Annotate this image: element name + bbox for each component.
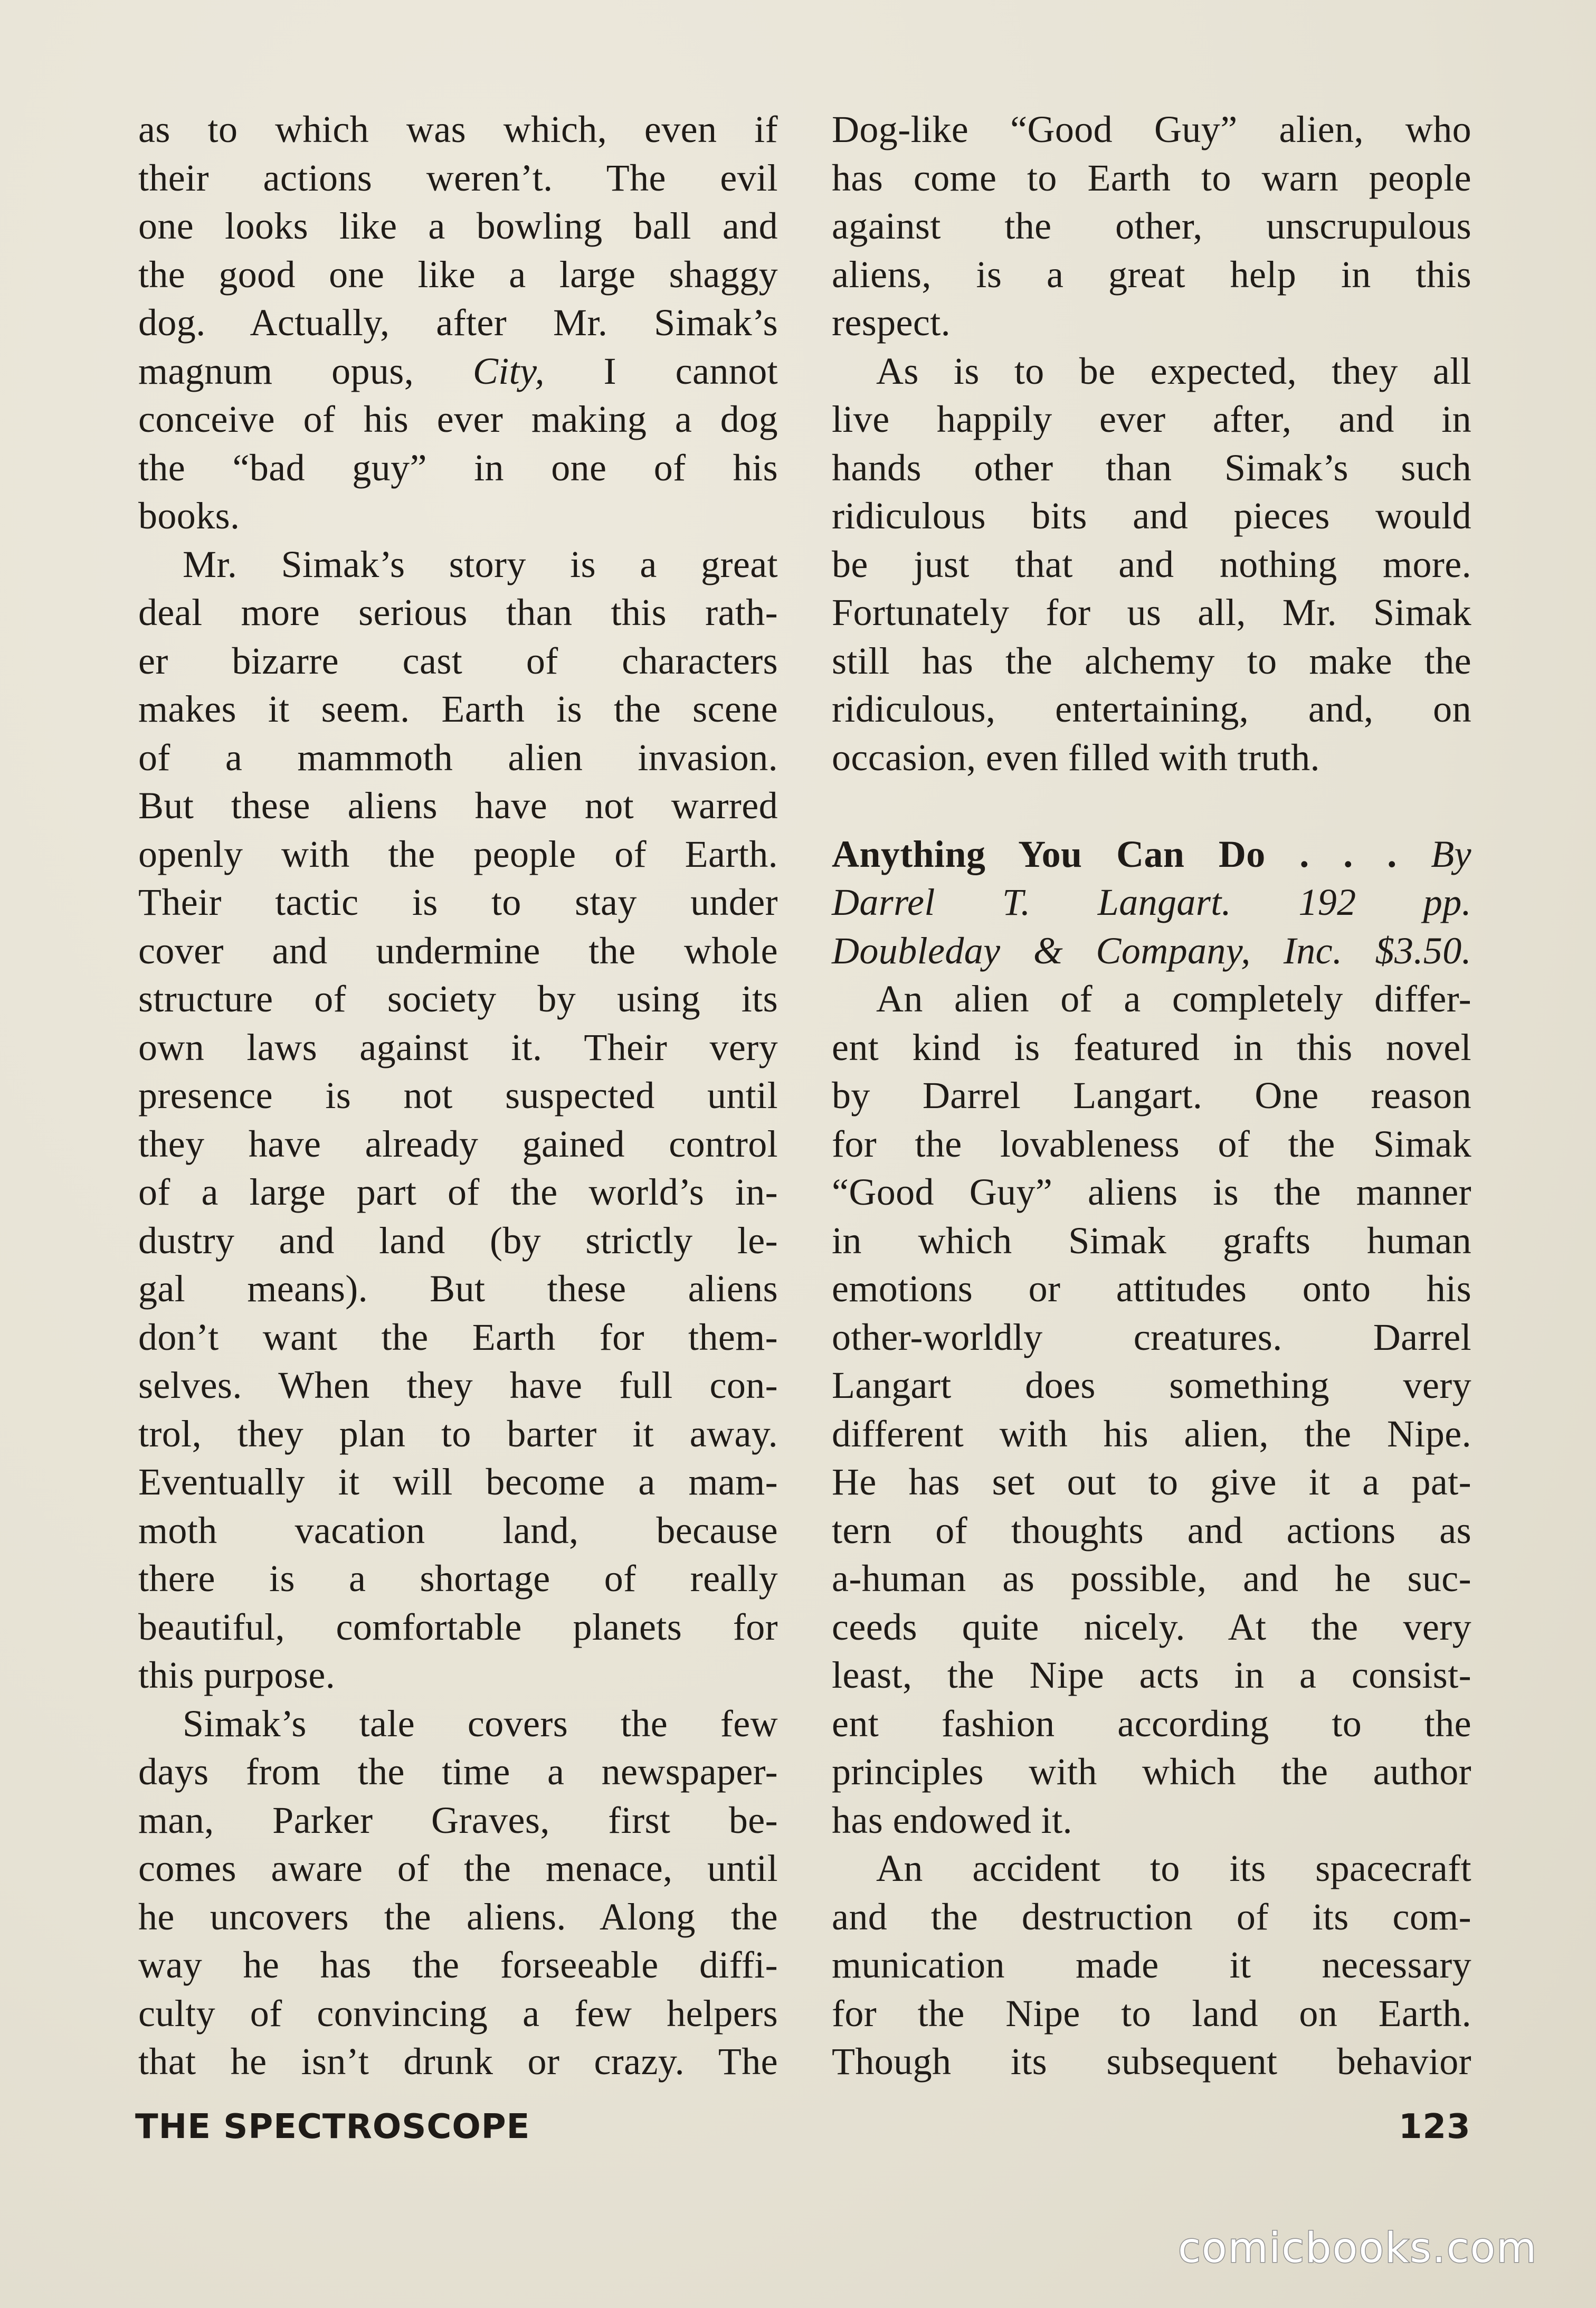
text-line: this purpose.: [138, 1654, 336, 1696]
spacer-line: [832, 782, 1471, 830]
text-line: presence is not suspected until: [138, 1074, 778, 1117]
text-line: of a large part of the world’s in-: [138, 1171, 778, 1213]
text-line: munication made it necessary: [832, 1944, 1471, 1986]
text-line: culty of convincing a few helpers: [138, 1992, 778, 2035]
paragraph-start: An alien of a completely differ-: [876, 978, 1471, 1020]
text-line: against the other, unscrupulous: [832, 205, 1471, 247]
text-line: “Good Guy” aliens is the manner: [832, 1171, 1471, 1213]
text-line: their actions weren’t. The evil: [138, 156, 778, 199]
text-line: has come to Earth to warn people: [832, 156, 1471, 199]
text-line: tern of thoughts and actions as: [832, 1509, 1471, 1552]
text-line: Fortunately for us all, Mr. Simak: [832, 591, 1471, 633]
byline: By: [1431, 833, 1471, 875]
text-line: that he isn’t drunk or crazy. The: [138, 2040, 778, 2083]
text-line: least, the Nipe acts in a consist-: [832, 1654, 1471, 1696]
text-line: dustry and land (by strictly le-: [138, 1219, 778, 1262]
text-line: of a mammoth alien invasion.: [138, 736, 778, 779]
text-line: live happily ever after, and in: [832, 398, 1471, 440]
text-line: for the lovableness of the Simak: [832, 1122, 1471, 1165]
running-head: THE SPECTROSCOPE: [135, 2107, 530, 2146]
text-line: Eventually it will become a mam-: [138, 1461, 778, 1503]
text-line: deal more serious than this rath-: [138, 591, 778, 633]
text-line: beautiful, comfortable planets for: [138, 1605, 778, 1648]
text-line: [138, 347, 778, 396]
text-line: days from the time a newspaper-: [138, 1751, 778, 1793]
review-heading: [832, 830, 1471, 879]
text-fragment: I cannot: [544, 349, 778, 392]
text-line: selves. When they have full con-: [138, 1364, 778, 1406]
text-line: moth vacation land, because: [138, 1509, 778, 1552]
text-line: gal means). But these aliens: [138, 1267, 778, 1310]
text-line: a-human as possible, and he suc-: [832, 1557, 1471, 1600]
text-line: makes it seem. Earth is the scene: [138, 688, 778, 730]
text-line: conceive of his ever making a dog: [138, 398, 778, 440]
text-fragment: magnum opus,: [138, 349, 473, 392]
text-line: don’t want the Earth for them-: [138, 1316, 778, 1358]
text-line: other-worldly creatures. Darrel: [832, 1316, 1471, 1358]
text-line: different with his alien, the Nipe.: [832, 1412, 1471, 1455]
text-line: occasion, even filled with truth.: [832, 736, 1320, 779]
text-line: way he has the forseeable diffi-: [138, 1944, 778, 1986]
text-line: principles with which the author: [832, 1751, 1471, 1793]
text-line: ceeds quite nicely. At the very: [832, 1605, 1471, 1648]
text-line: dog. Actually, after Mr. Simak’s: [138, 301, 778, 344]
text-line: in which Simak grafts human: [832, 1219, 1471, 1262]
text-line: respect.: [832, 301, 951, 344]
text-line: own laws against it. Their very: [138, 1026, 778, 1068]
text-line: aliens, is a great help in this: [832, 253, 1471, 296]
text-line: the “bad guy” in one of his: [138, 446, 778, 489]
text-line: Langart does something very: [832, 1364, 1471, 1406]
paragraph-start: An accident to its spacecraft: [876, 1847, 1471, 1889]
text-line: there is a shortage of really: [138, 1557, 778, 1600]
text-line: hands other than Simak’s such: [832, 446, 1471, 489]
text-line: man, Parker Graves, first be-: [138, 1799, 778, 1841]
text-line: the good one like a large shaggy: [138, 253, 778, 296]
text-line: one looks like a bowling ball and: [138, 205, 778, 247]
text-line: he uncovers the aliens. Along the: [138, 1895, 778, 1938]
text-line: openly with the people of Earth.: [138, 833, 778, 875]
book-title-city: City,: [472, 349, 545, 392]
text-line: still has the alchemy to make the: [832, 639, 1471, 682]
text-line: Though its subsequent behavior: [832, 2040, 1471, 2083]
review-publisher: Doubleday & Company, Inc. $3.50.: [832, 929, 1471, 972]
paragraph-start: Simak’s tale covers the few: [183, 1702, 778, 1745]
text-line: ent fashion according to the: [832, 1702, 1471, 1745]
text-line: Their tactic is to stay under: [138, 881, 778, 923]
watermark-logo: comicbooks.com: [1178, 2225, 1538, 2272]
text-line: has endowed it.: [832, 1799, 1072, 1841]
text-line: Dog-like “Good Guy” alien, who: [832, 108, 1471, 150]
page-number: 123: [1399, 2107, 1471, 2146]
text-line: by Darrel Langart. One reason: [832, 1074, 1471, 1117]
book-title: Anything You Can Do . . .: [832, 833, 1431, 875]
right-column: [832, 106, 1471, 2086]
text-line: He has set out to give it a pat-: [832, 1461, 1471, 1503]
text-line: ridiculous bits and pieces would: [832, 495, 1471, 537]
review-credits: Darrel T. Langart. 192 pp.: [832, 881, 1471, 923]
paragraph-start: As is to be expected, they all: [876, 349, 1471, 392]
left-column: [138, 106, 778, 2086]
text-line: books.: [138, 495, 240, 537]
text-line: ridiculous, entertaining, and, on: [832, 688, 1471, 730]
text-line: for the Nipe to land on Earth.: [832, 1992, 1471, 2035]
text-line: emotions or attitudes onto his: [832, 1267, 1471, 1310]
text-line: structure of society by using its: [138, 978, 778, 1020]
text-line: er bizarre cast of characters: [138, 639, 778, 682]
text-line: be just that and nothing more.: [832, 543, 1471, 585]
text-line: comes aware of the menace, until: [138, 1847, 778, 1889]
text-line: and the destruction of its com-: [832, 1895, 1471, 1938]
text-line: ent kind is featured in this novel: [832, 1026, 1471, 1068]
text-line: trol, they plan to barter it away.: [138, 1412, 778, 1455]
text-line: But these aliens have not warred: [138, 784, 778, 827]
paragraph-start: Mr. Simak’s story is a great: [183, 543, 778, 585]
text-line: cover and undermine the whole: [138, 929, 778, 972]
text-line: they have already gained control: [138, 1122, 778, 1165]
text-line: as to which was which, even if: [138, 108, 778, 150]
